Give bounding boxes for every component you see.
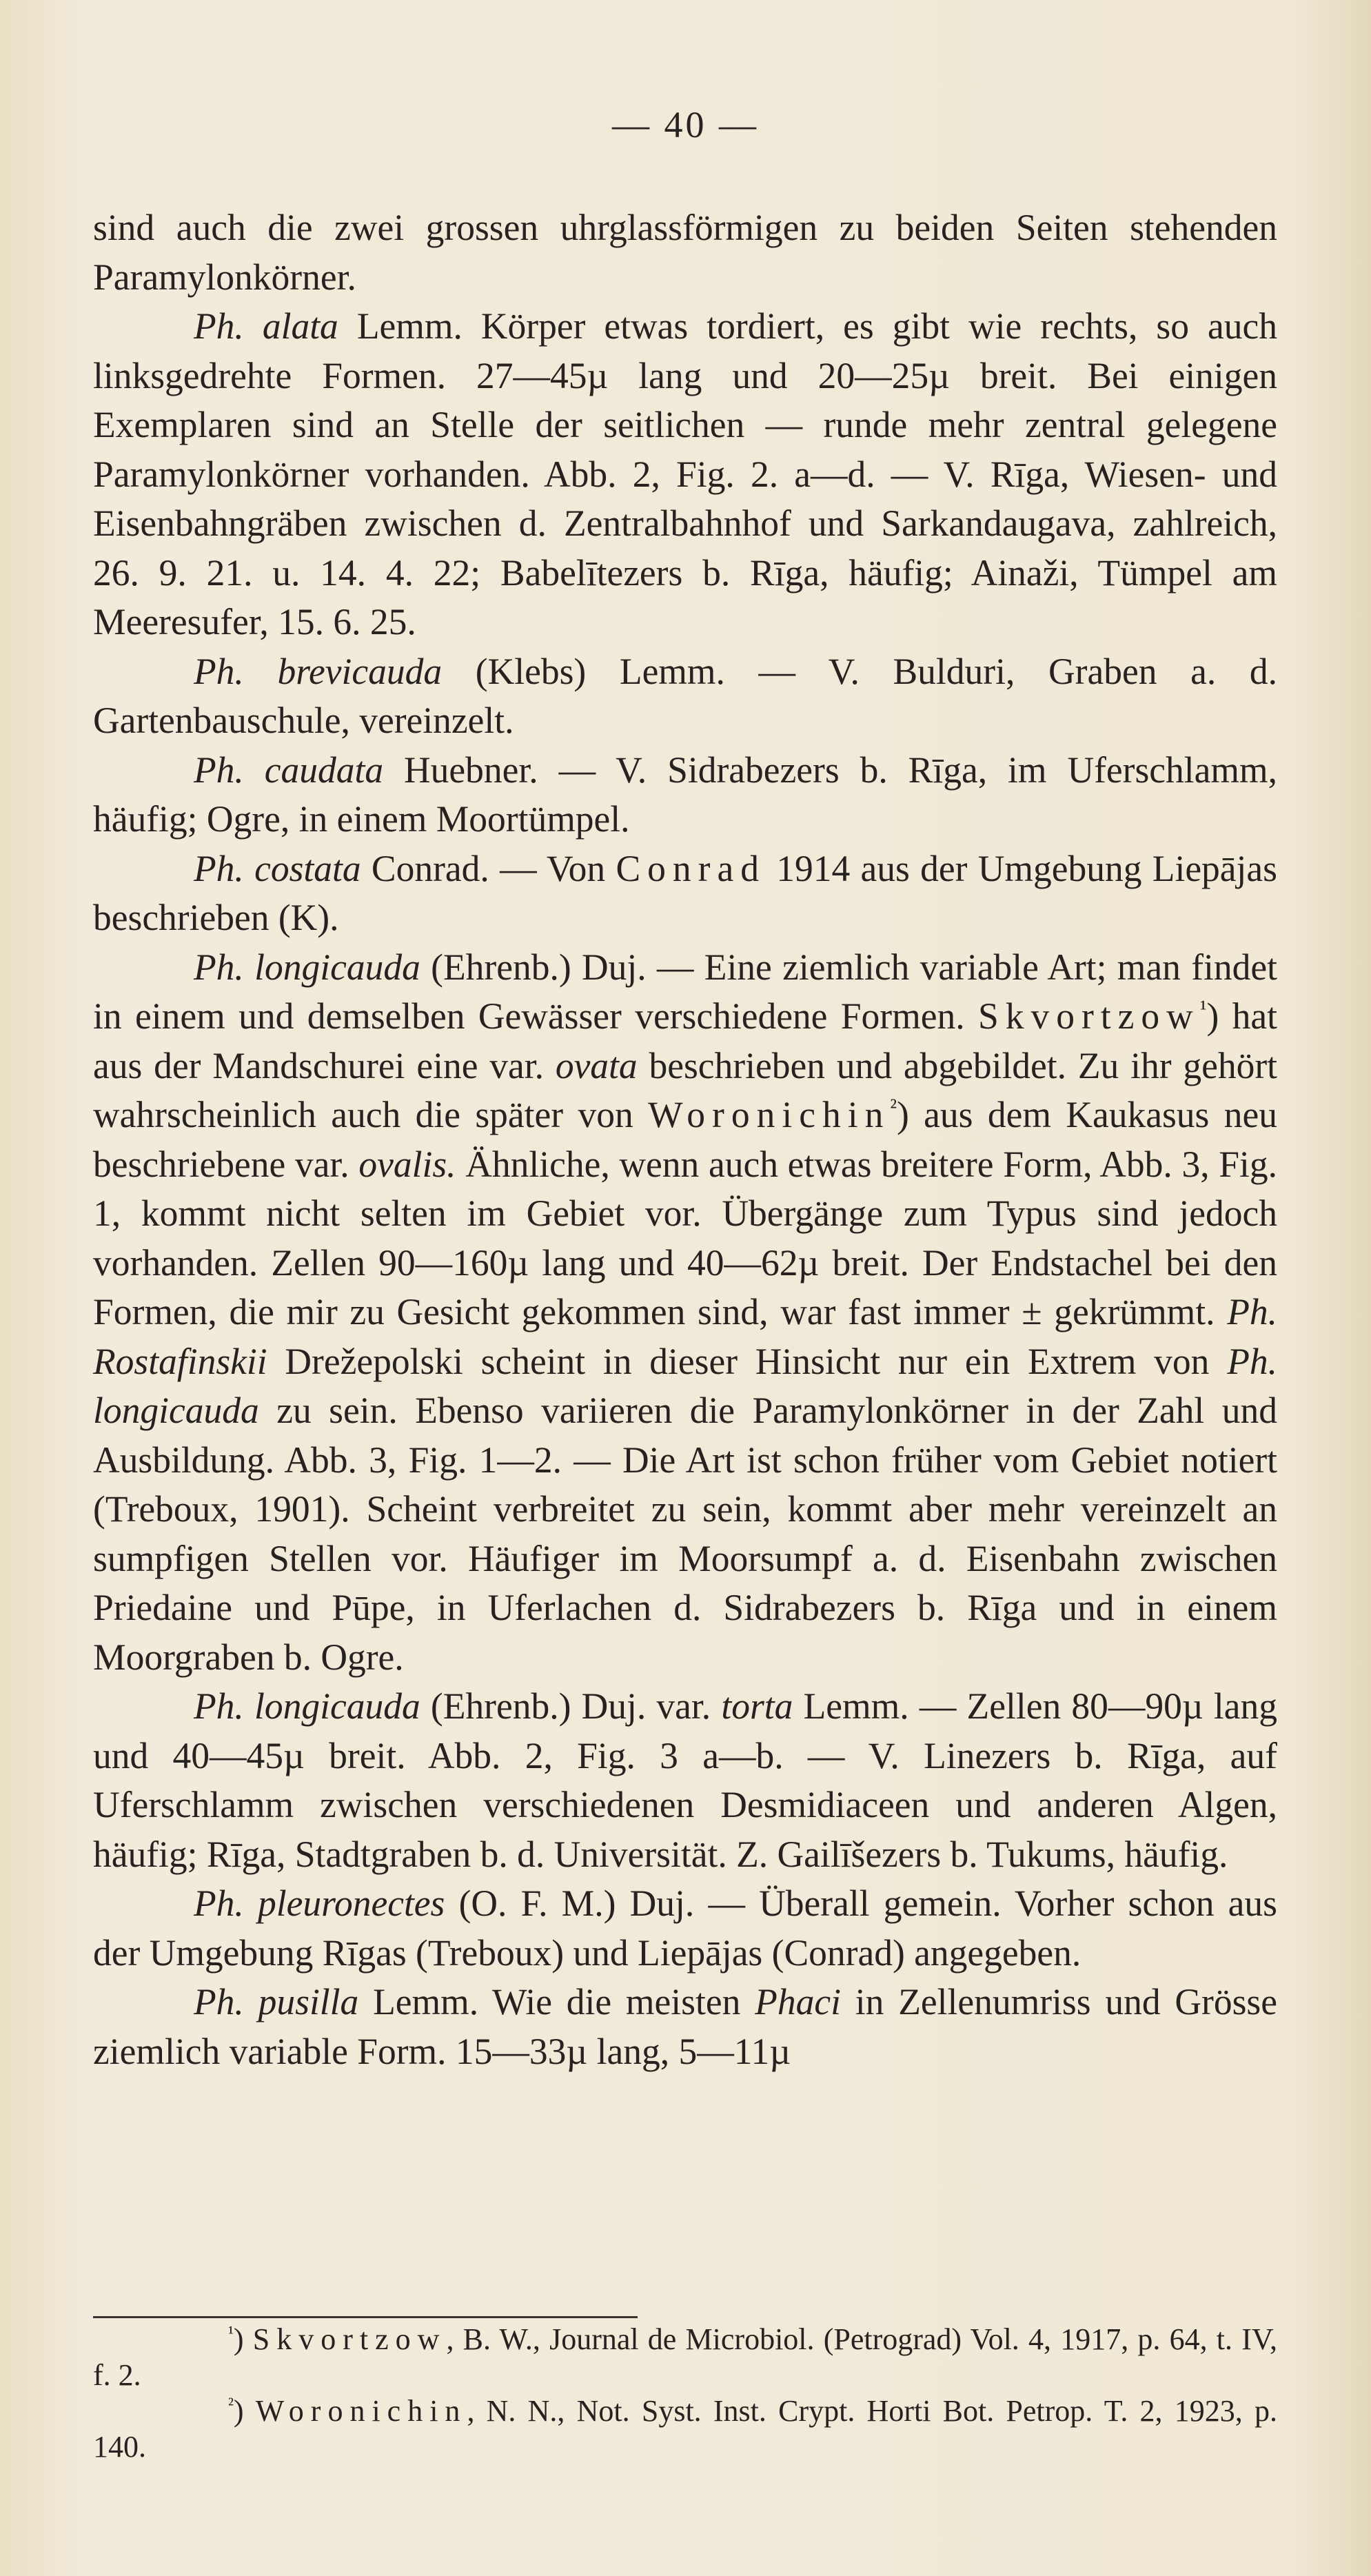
text-run: (Klebs) Lemm. — V. Bulduri, Graben a. d. Gartenbauschule, vereinzelt. bbox=[93, 650, 1277, 741]
spaced-name: Conrad bbox=[616, 847, 766, 889]
text-run: sind auch die zwei grossen uhrglassförmigen zu beiden Seiten stehenden Paramylonkörner. bbox=[93, 207, 1277, 298]
species-entry-caudata bbox=[93, 746, 1277, 844]
spaced-name: Woronichin bbox=[255, 2394, 467, 2428]
italic-text: Ph. costata bbox=[194, 847, 361, 889]
text-run: Conrad. — Von bbox=[360, 847, 616, 889]
text-run: Ähnliche, wenn auch etwas breitere Form, Abb. 3, Fig. 1, kommt nicht selten im Gebiet vor. Übergänge zum Typus sind jedoch vorhanden. Zellen 90—160µ lang und 40—62µ breit. Der Endstachel bei den Formen, die mir zu Gesicht gekommen sind, war fast immer ± gekrümmt. bbox=[93, 1143, 1278, 1332]
text-run: ) hat aus der Mandschurei eine var. bbox=[93, 995, 1277, 1086]
text-run: ) aus dem Kaukasus neu beschriebene var. bbox=[93, 1094, 1277, 1185]
italic-text: Ph. alata bbox=[194, 305, 338, 347]
text-run: , N. N., Not. Syst. Inst. Crypt. Horti Bot. Petrop. T. 2, 1923, p. 140. bbox=[93, 2394, 1277, 2464]
footnote bbox=[93, 2393, 1277, 2465]
species-entry-pleuronectes bbox=[93, 1879, 1277, 1978]
species-entry-brevicauda bbox=[93, 647, 1277, 746]
spaced-name: Skvortzow bbox=[977, 995, 1200, 1037]
text-run: 1914 aus der Umgebung Liepājas beschrieben (K). bbox=[93, 847, 1277, 938]
text-run: ) bbox=[233, 2394, 256, 2428]
spaced-name: Skvortzow bbox=[252, 2322, 447, 2356]
species-entry-alata bbox=[93, 302, 1277, 647]
text-run: in Zellenumriss und Grösse ziemlich variable Form. 15—33µ lang, 5—11µ bbox=[93, 1981, 1277, 2072]
text-run: Lemm. Körper etwas tordiert, es gibt wie rechts, so auch linksgedrehte Formen. 27—45µ lang und 20—25µ breit. Bei einigen Exemplaren sind an Stelle der seitlichen — runde mehr zentral gelegene Paramylonkörner vorhanden. Abb. 2, Fig. 2. a—d. — V. Rīga, Wiesen- und Eisenbahngräben zwischen d. Zentralbahnhof und Sarkandaugava, zahlreich, 26. 9. 21. u. 14. 4. 22; Babelītezers b. Rīga, häufig; Ainaži, Tümpel am Meeresufer, 15. 6. 25. bbox=[93, 305, 1277, 642]
italic-text: Ph. longicauda bbox=[194, 946, 420, 988]
footnote bbox=[93, 2322, 1277, 2393]
italic-text: Phaci bbox=[755, 1981, 841, 2022]
page-number: — 40 — bbox=[612, 104, 759, 145]
italic-text: Ph. longicauda bbox=[194, 1685, 420, 1727]
text-run: Drežepolski scheint in dieser Hinsicht nur ein Extrem von bbox=[267, 1340, 1228, 1382]
text-run: Lemm. Wie die meisten bbox=[358, 1981, 755, 2022]
species-entry-longicauda bbox=[93, 943, 1277, 1683]
footnote-ref: ¹ bbox=[1199, 995, 1207, 1021]
text-run: ) bbox=[233, 2322, 253, 2356]
italic-text: Ph. pusilla bbox=[194, 1981, 359, 2022]
footnote-ref: ² bbox=[228, 2393, 234, 2415]
footnote-ref: ¹ bbox=[228, 2322, 234, 2343]
italic-text: ovata bbox=[555, 1044, 638, 1086]
text-run: (Ehrenb.) Duj. — Eine ziemlich variable Art; man findet in einem und demselben Gewässer verschiedene Formen. bbox=[93, 946, 1277, 1037]
species-entry-costata bbox=[93, 844, 1277, 943]
text-run: zu sein. Ebenso variieren die Paramylonkörner in der Zahl und Ausbildung. Abb. 3, Fig. 1—2. — Die Art ist schon früher vom Gebiet notiert (Treboux, 1901). Scheint verbreitet zu sein, kommt aber mehr vereinzelt an sumpfigen Stellen vor. Häufiger im Moorsumpf a. d. Eisenbahn zwischen Priedaine und Pūpe, in Uferlachen d. Sidrabezers b. Rīga und in einem Moorgraben b. Ogre. bbox=[93, 1390, 1277, 1678]
italic-text: torta bbox=[721, 1685, 793, 1727]
italic-text: Ph. caudata bbox=[194, 749, 384, 791]
spaced-name: Woronichin bbox=[648, 1094, 891, 1135]
body-text bbox=[93, 203, 1277, 2076]
footnote-divider bbox=[93, 2316, 638, 2318]
text-run: Lemm. — Zellen 80—90µ lang und 40—45µ breit. Abb. 2, Fig. 3 a—b. — V. Linezers b. Rīga, auf Uferschlamm zwischen verschiedenen Desmidiaceen und anderen Algen, häufig; Rīga, Stadtgraben b. d. Universität. Z. Gailīšezers b. Tukums, häufig. bbox=[93, 1685, 1278, 1875]
italic-text: ovalis. bbox=[358, 1143, 456, 1185]
text-run: Huebner. — V. Sidrabezers b. Rīga, im Uferschlamm, häufig; Ogre, in einem Moortümpel. bbox=[93, 749, 1277, 840]
footnotes bbox=[93, 2322, 1277, 2465]
text-run: (Ehrenb.) Duj. var. bbox=[420, 1685, 722, 1727]
text-run: (O. F. M.) Duj. — Überall gemein. Vorher schon aus der Umgebung Rīgas (Treboux) und Liepājas (Conrad) angegeben. bbox=[93, 1883, 1277, 1974]
text-run: beschrieben und abgebildet. Zu ihr gehört wahrscheinlich auch die später von bbox=[93, 1044, 1277, 1135]
italic-text: Ph. Rostafinskii bbox=[93, 1291, 1277, 1382]
italic-text: Ph. pleuronectes bbox=[194, 1883, 445, 1924]
italic-text: Ph. longicauda bbox=[93, 1340, 1277, 1431]
species-entry-longicauda-torta bbox=[93, 1682, 1277, 1879]
paragraph bbox=[93, 203, 1277, 302]
species-entry-pusilla bbox=[93, 1978, 1277, 2076]
italic-text: Ph. brevicauda bbox=[194, 650, 443, 692]
text-run: , B. W., Journal de Microbiol. (Petrograd) Vol. 4, 1917, p. 64, t. IV, f. 2. bbox=[93, 2322, 1277, 2392]
footnote-ref: ² bbox=[890, 1094, 897, 1119]
